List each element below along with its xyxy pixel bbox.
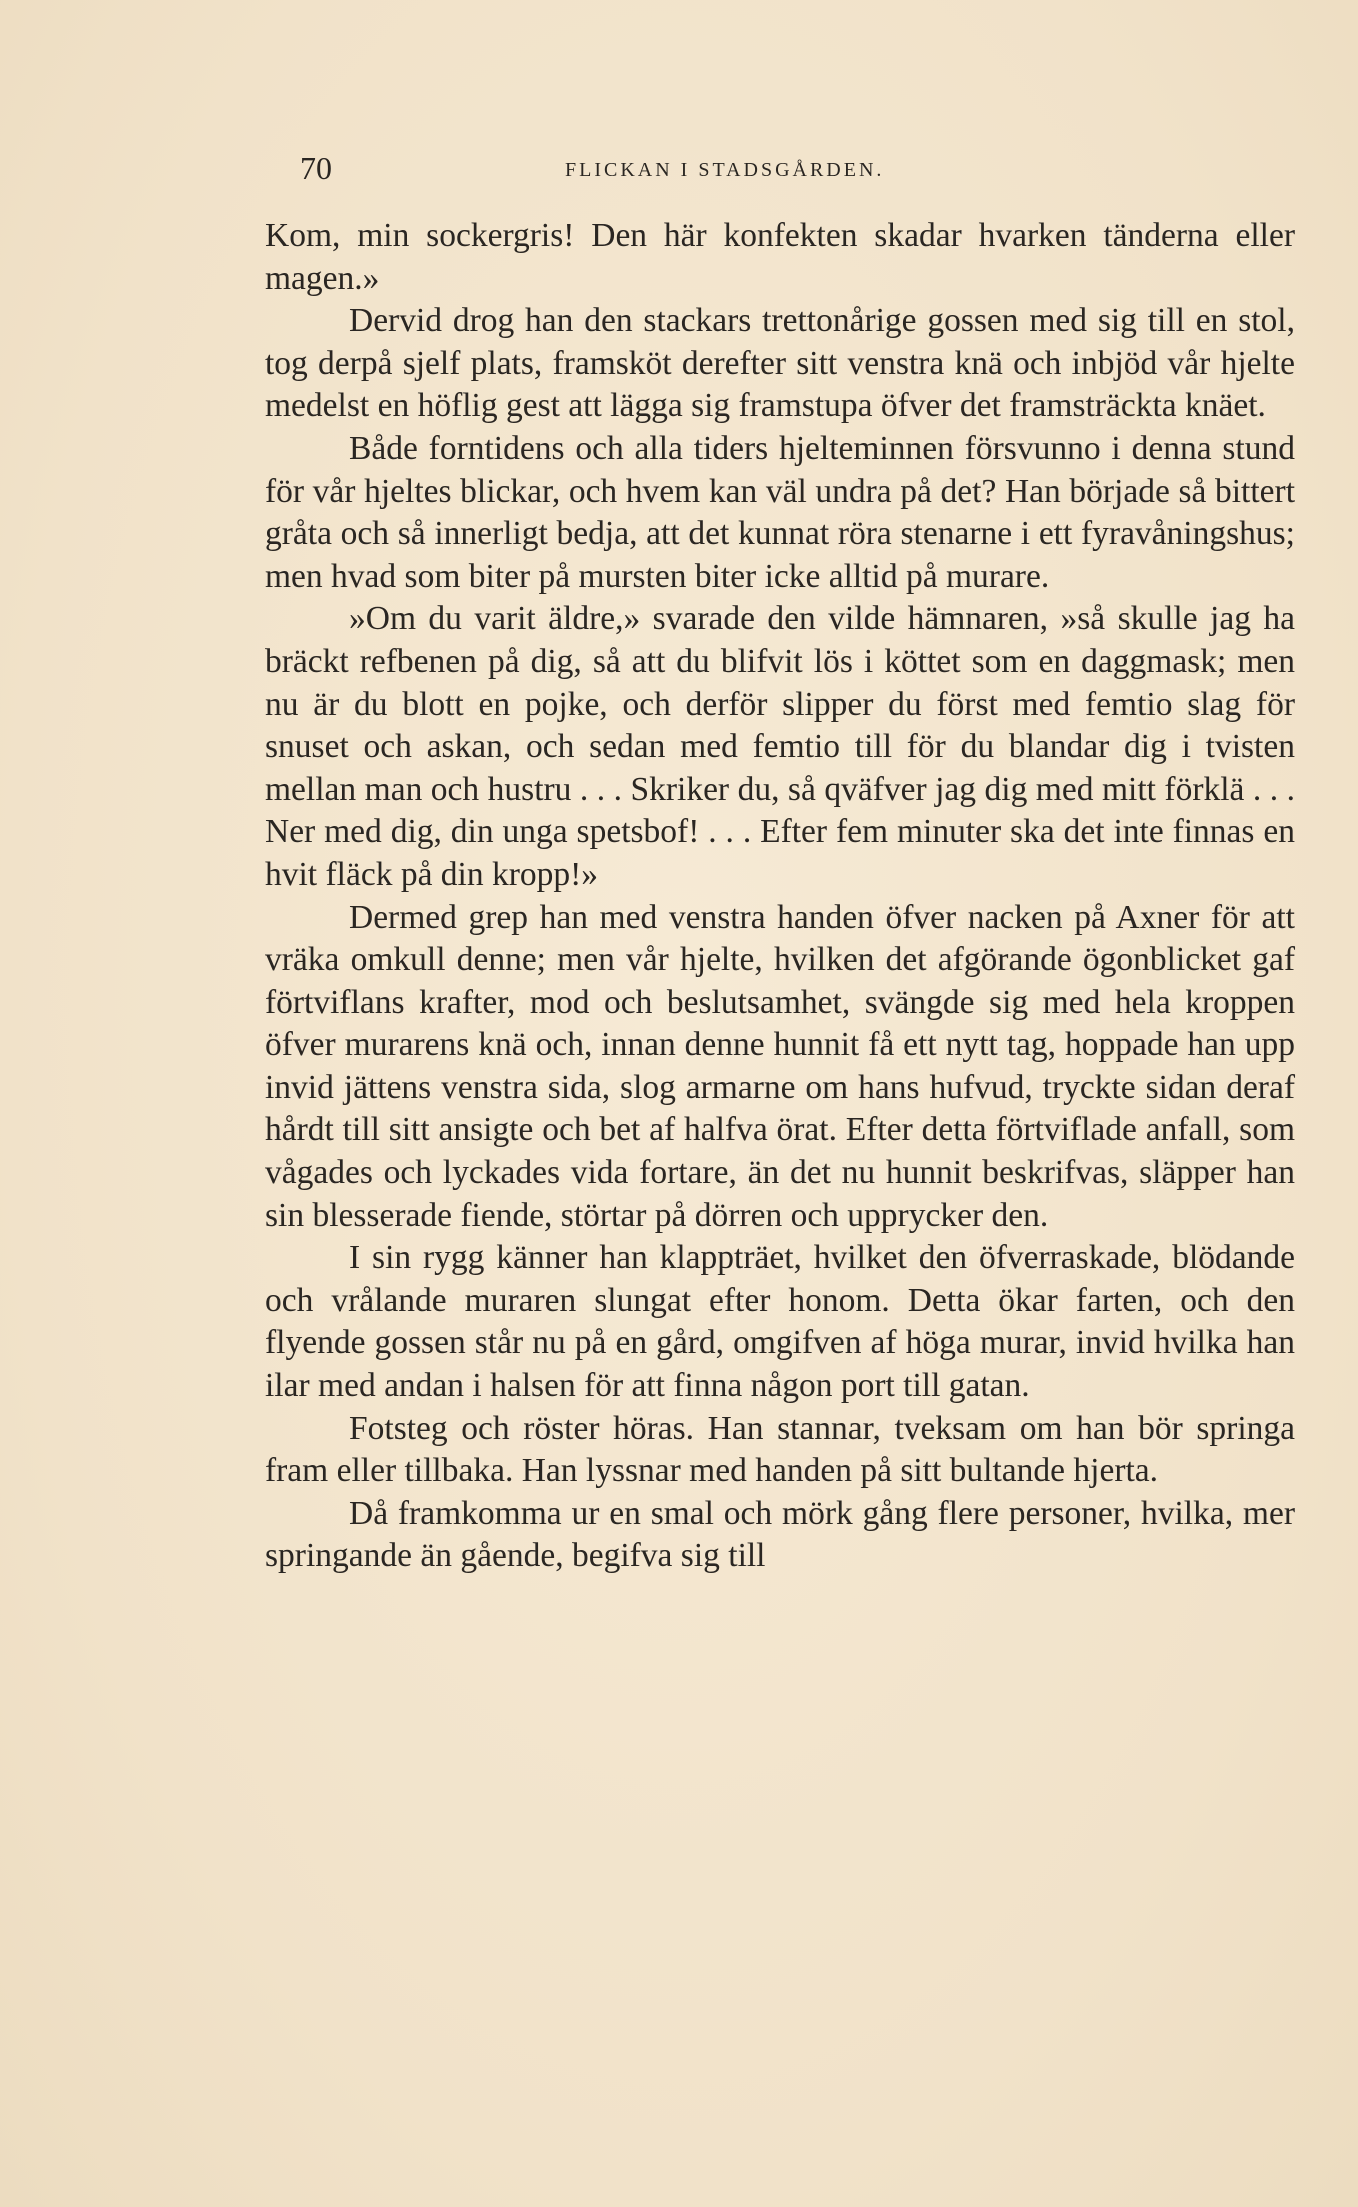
running-head: FLICKAN I STADSGÅRDEN. (565, 159, 885, 181)
paragraph: Då framkomma ur en smal och mörk gång flere personer, hvilka, mer springande än gående, begifva sig till (265, 1494, 1295, 1575)
paragraph: Både forntidens och alla tiders hjelteminnen försvunno i denna stund för vår hjeltes blickar, och hvem kan väl undra på det? Han började så bittert gråta och så innerligt bedja, att det kunnat röra stenarne i ett fyravåningshus; men hvad som biter på mursten biter icke alltid på murare. (265, 429, 1295, 595)
paragraph: Fotsteg och röster höras. Han stannar, tveksam om han bör springa fram eller tillbaka. Han lyssnar med handen på sitt bultande hjerta. (265, 1409, 1295, 1490)
page-header (265, 145, 1295, 191)
paragraph: Dervid drog han den stackars trettonårige gossen med sig till en stol, tog derpå sjelf plats, framsköt derefter sitt venstra knä och inbjöd vår hjelte medelst en höflig gest att lägga sig framstupa öfver det framsträckta knäet. (265, 302, 1295, 425)
body-text (265, 215, 1295, 1578)
paragraph: Kom, min sockergris! Den här konfekten skadar hvarken tänderna eller magen.» (265, 217, 1295, 297)
page-number: 70 (300, 150, 332, 186)
paragraph: »Om du varit äldre,» svarade den vilde hämnaren, »så skulle jag ha bräckt refbenen på dig, så att du blifvit lös i köttet som en daggmask; men nu är du blott en pojke, och derför slipper du först med femtio slag för snuset och askan, och sedan med femtio till för du blandar dig i tvisten mellan man och hustru . . . Skriker du, så qväfver jag dig med mitt förklä . . . Ner med dig, din unga spetsbof! . . . Efter fem minuter ska det inte finnas en hvit fläck på din kropp!» (265, 600, 1295, 893)
paragraph: I sin rygg känner han klappträet, hvilket den öfverraskade, blödande och vrålande muraren slungat efter honom. Detta ökar farten, och den flyende gossen står nu på en gård, omgifven af höga murar, invid hvilka han ilar med andan i halsen för att finna någon port till gatan. (265, 1239, 1295, 1405)
paragraph: Dermed grep han med venstra handen öfver nacken på Axner för att vräka omkull denne; men vår hjelte, hvilken det afgörande ögonblicket gaf förtviflans krafter, mod och beslutsamhet, svängde sig med hela kroppen öfver murarens knä och, innan denne hunnit få ett nytt tag, hoppade han upp invid jättens venstra sida, slog armarne om hans hufvud, tryckte sidan deraf hårdt till sitt ansigte och bet af halfva örat. Efter detta förtviflade anfall, som vågades och lyckades vida fortare, än det nu hunnit beskrifvas, släpper han sin blesserade fiende, störtar på dörren och upprycker den. (265, 898, 1295, 1234)
